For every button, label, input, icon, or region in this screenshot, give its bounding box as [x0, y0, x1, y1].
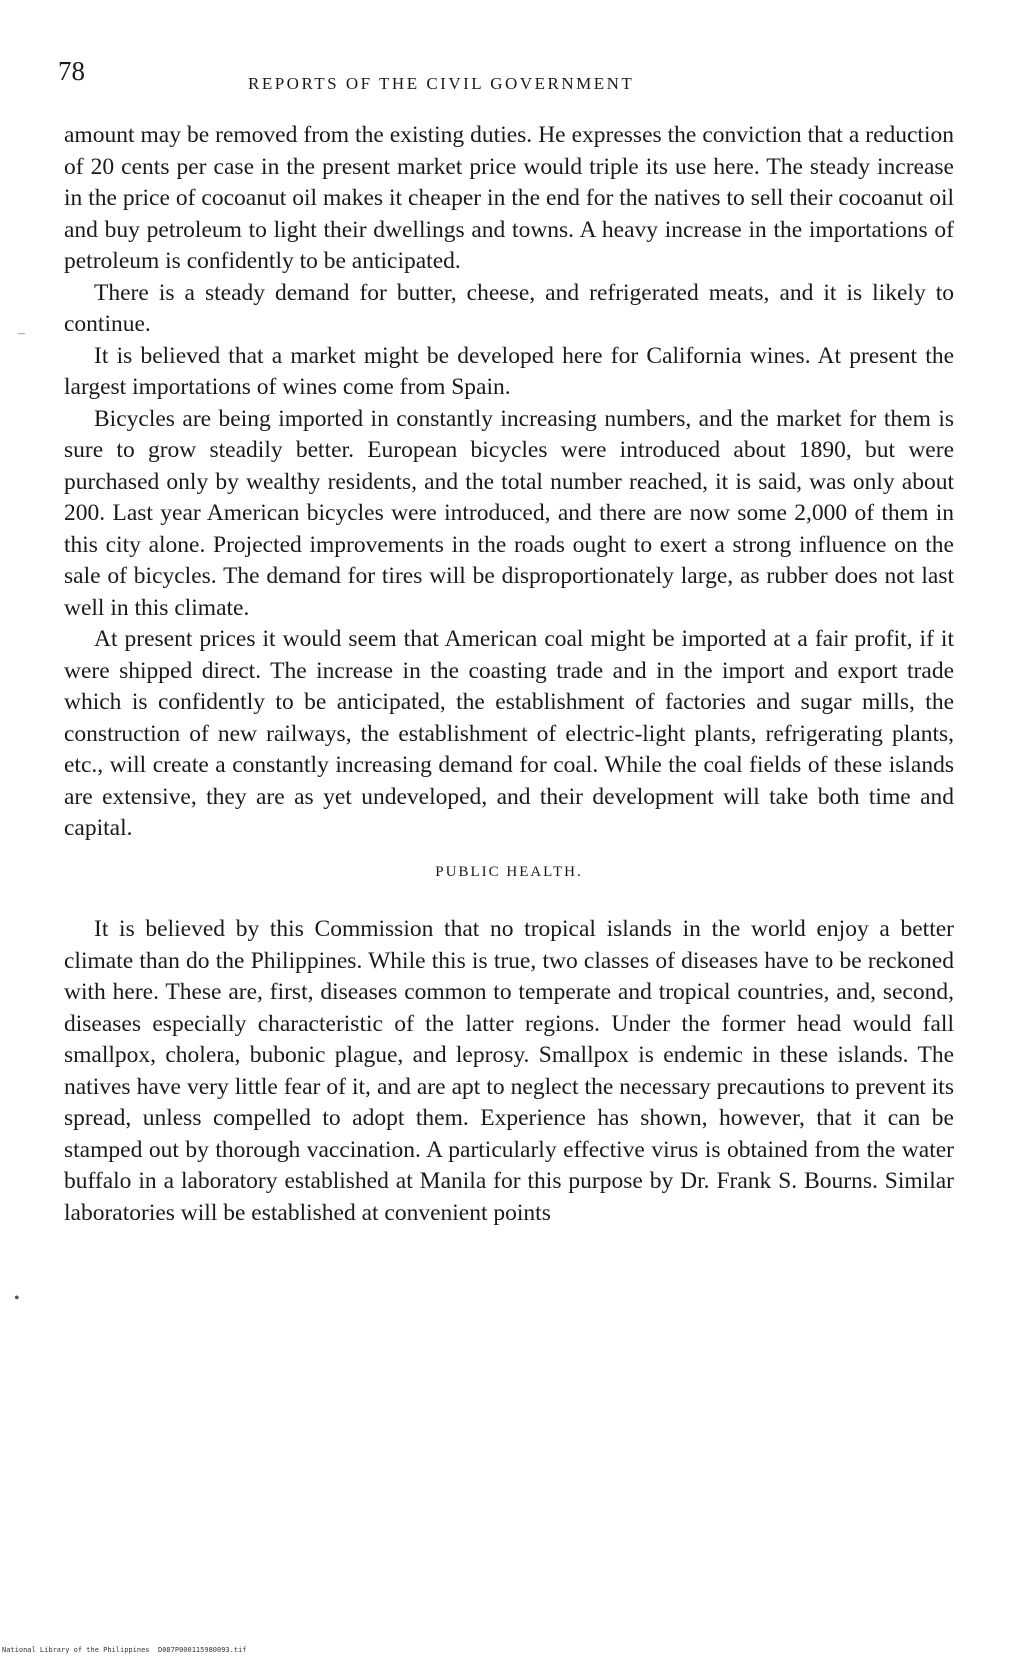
page-header — [58, 56, 958, 96]
library-credit: National Library of the Philippines — [2, 1646, 150, 1654]
paragraph: amount may be removed from the existing duties. He expresses the conviction that a reduction of 20 cents per case in the present market price would triple its use here. The steady increase in the price of cocoanut oil makes it cheaper in the end for the natives to sell their cocoanut oil and buy petroleum to light their dwellings and towns. A heavy increase in the importations of petroleum is confidently to be anticipated. — [64, 122, 954, 274]
page-body — [64, 120, 954, 1229]
paragraph: It is believed by this Commission that no tropical islands in the world enjoy a better climate than do the Philippines. While this is true, two classes of diseases have to be reckoned with here. These are, first, diseases common to temperate and tropical countries, and, second, diseases especially characteristic of the latter regions. Under the former head would fall smallpox, cholera, bubonic plague, and leprosy. Smallpox is endemic in these islands. The natives have very little fear of it, and are apt to neglect the necessary precautions to prevent its spread, unless compelled to adopt them. Experience has shown, however, that it can be stamped out by thorough vaccination. A particularly effective virus is obtained from the water buffalo in a laboratory established at Manila for this purpose by Dr. Frank S. Bourns. Similar laboratories will be established at convenient points — [64, 916, 954, 1226]
paragraph: There is a steady demand for butter, cheese, and refrigerated meats, and it is likely to continue. — [64, 279, 954, 337]
paragraph: Bicycles are being imported in constantly increasing numbers, and the market for them is sure to grow steadily better. European bicycles were introduced about 1890, but were purchased only by wealthy residents, and the total number reached, it is said, was only about 200. Last year American bicycles were introduced, and there are now some 2,000 of them in this city alone. Projected improvements in the roads ought to exert a strong influence on the sale of bicycles. The demand for tires will be disproportionately large, as rubber does not last well in this climate. — [64, 405, 954, 621]
margin-dot: • — [14, 1290, 20, 1307]
page-number: 78 — [58, 56, 85, 86]
section-heading: PUBLIC HEALTH. — [435, 863, 583, 880]
paragraph: At present prices it would seem that American coal might be imported at a fair profit, if it were shipped direct. The increase in the coasting trade and in the import and export trade which is confidently to be anticipated, the establishment of factories and sugar mills, the construction of new railways, the establishment of electric-light plants, refrigerating plants, etc., will create a constantly increasing demand for coal. While the coal fields of these islands are extensive, they are as yet undeveloped, and their development will take both time and capital. — [64, 626, 954, 841]
margin-dash: – — [18, 326, 25, 341]
running-head: REPORTS OF THE CIVIL GOVERNMENT — [248, 74, 635, 93]
file-id: D087P000115980093.tif — [158, 1646, 247, 1654]
paragraph: It is believed that a market might be developed here for California wines. At present the largest importations of wines come from Spain. — [64, 342, 954, 400]
